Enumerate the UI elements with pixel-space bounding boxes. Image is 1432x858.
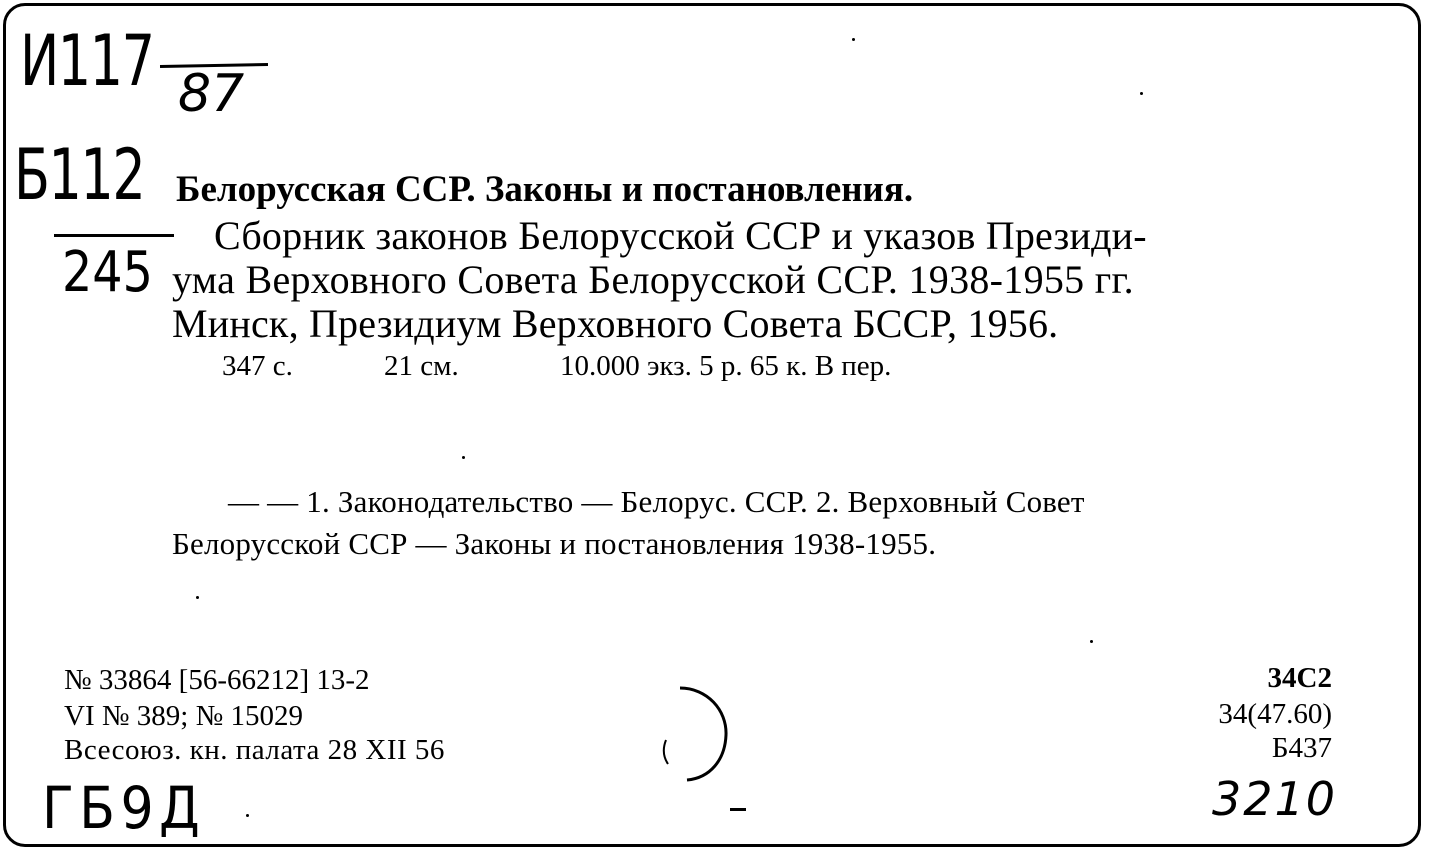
subject-tracings-line1: — — 1. Законодательство — Белорус. ССР. 2. Верховный Совет <box>228 484 1085 519</box>
fraction-line-author <box>54 234 174 237</box>
punch-hole-mark <box>652 680 742 790</box>
handwritten-author-mark: Б112 <box>14 134 145 216</box>
handwritten-bottom-left: ГБ9Д <box>42 774 206 842</box>
scan-speck <box>462 456 465 459</box>
scan-speck <box>246 814 249 817</box>
subject-tracings-line2: Белорусской ССР — Законы и постановления 1938-1955. <box>172 526 937 561</box>
entry-title-line2: ума Верховного Совета Белорусской ССР. 1938-1955 гг. <box>172 257 1134 302</box>
entry-size: 21 см. <box>384 350 459 382</box>
footer-left-line3: Всесоюз. кн. палата 28 XII 56 <box>64 734 445 766</box>
handwritten-author-mark-denominator: 245 <box>62 240 153 305</box>
entry-pages: 347 с. <box>222 350 293 382</box>
mark-dash <box>730 808 746 811</box>
footer-right-line3: Б437 <box>1271 732 1332 764</box>
handwritten-call-number-denominator: 87 <box>178 64 245 124</box>
entry-imprint: Минск, Президиум Верховного Совета БССР, 1956. <box>172 301 1059 346</box>
entry-heading: Белорусская ССР. Законы и постановления. <box>176 169 914 210</box>
footer-right-line1: 34С2 <box>1267 662 1332 694</box>
scan-speck <box>1090 640 1093 643</box>
entry-print-run-price: 10.000 экз. 5 р. 65 к. В пер. <box>560 350 892 382</box>
handwritten-bottom-right: 3210 <box>1212 772 1338 826</box>
footer-left-line2: VI № 389; № 15029 <box>64 700 303 732</box>
handwritten-call-number-top: И117 <box>20 20 154 102</box>
scan-speck <box>852 38 855 41</box>
scan-speck <box>196 596 199 599</box>
entry-title-line1: Сборник законов Белорусской ССР и указов Президи- <box>214 213 1147 258</box>
footer-left-line1: № 33864 [56-66212] 13-2 <box>64 664 370 696</box>
footer-right-line2: 34(47.60) <box>1218 698 1332 730</box>
scan-speck <box>1140 92 1143 95</box>
